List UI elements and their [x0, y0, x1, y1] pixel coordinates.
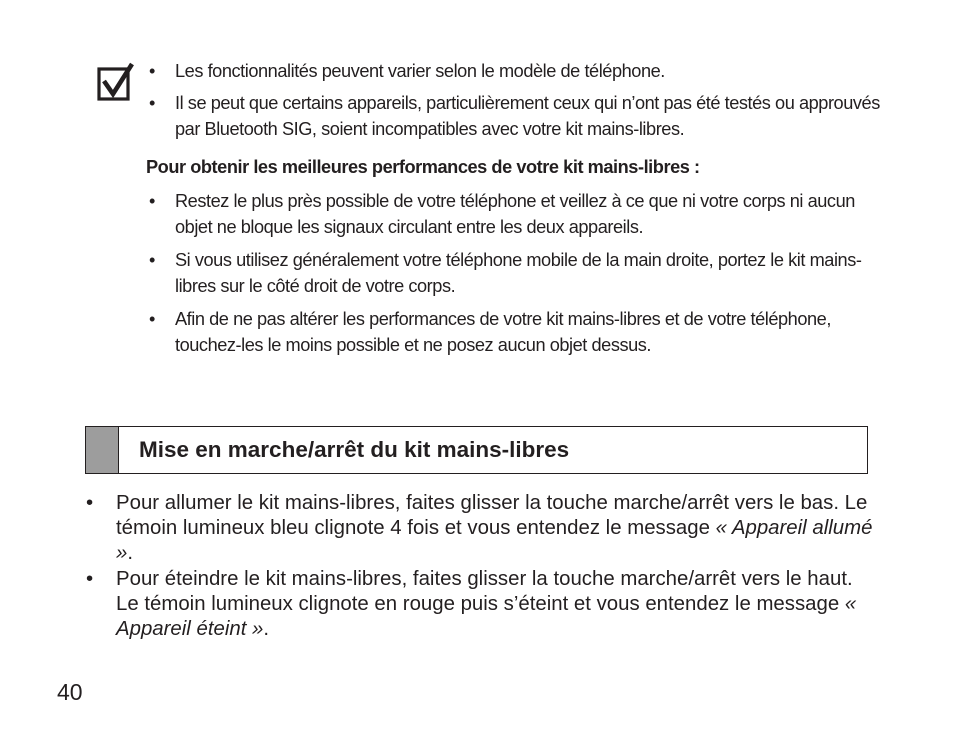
performance-heading: Pour obtenir les meilleures performances de votre kit mains-libres :: [146, 157, 700, 177]
section-header: [85, 426, 868, 474]
list-item: • Les fonctionnalités peuvent varier selon le modèle de téléphone.: [146, 58, 886, 84]
performance-list: [146, 188, 886, 358]
section-title: Mise en marche/arrêt du kit mains-libres: [139, 437, 570, 462]
instruction-end: .: [127, 542, 134, 564]
note-list: [146, 58, 886, 142]
list-item: [85, 491, 875, 566]
list-item: • Restez le plus près possible de votre téléphone et veillez à ce que ni votre corps ni aucun objet ne bloque les signaux circulant entre les deux appareils.: [146, 188, 886, 240]
page-number: 40: [57, 679, 83, 705]
list-item: • Il se peut que certains appareils, particulièrement ceux qui n’ont pas été testés ou approuvés par Bluetooth SIG, soient incompatibles avec votre kit mains-libres.: [146, 90, 886, 142]
note-block: [146, 58, 886, 365]
message-text: « Appareil allumé »: [116, 517, 873, 564]
power-instructions-list: [85, 491, 875, 643]
message-text: « Appareil éteint »: [116, 593, 857, 640]
list-item: • Si vous utilisez généralement votre téléphone mobile de la main droite, portez le kit mains-libres sur le côté droit de votre corps.: [146, 247, 886, 299]
instruction-text: Pour éteindre le kit mains-libres, faites glisser la touche marche/arrêt vers le haut. Le témoin lumineux clignote en rouge puis s’éteint et vous entendez le message: [116, 568, 853, 615]
instruction-end: .: [263, 618, 270, 640]
list-item: [85, 567, 875, 642]
instruction-text: Pour allumer le kit mains-libres, faites glisser la touche marche/arrêt vers le bas. Le témoin lumineux bleu clignote 4 fois et vous entendez le message: [116, 492, 868, 539]
list-item: • Afin de ne pas altérer les performances de votre kit mains-libres et de votre téléphone, touchez-les le moins possible et ne posez aucun objet dessus.: [146, 306, 886, 358]
checkbox-check-icon: [97, 62, 135, 102]
section-marker: [86, 427, 119, 473]
